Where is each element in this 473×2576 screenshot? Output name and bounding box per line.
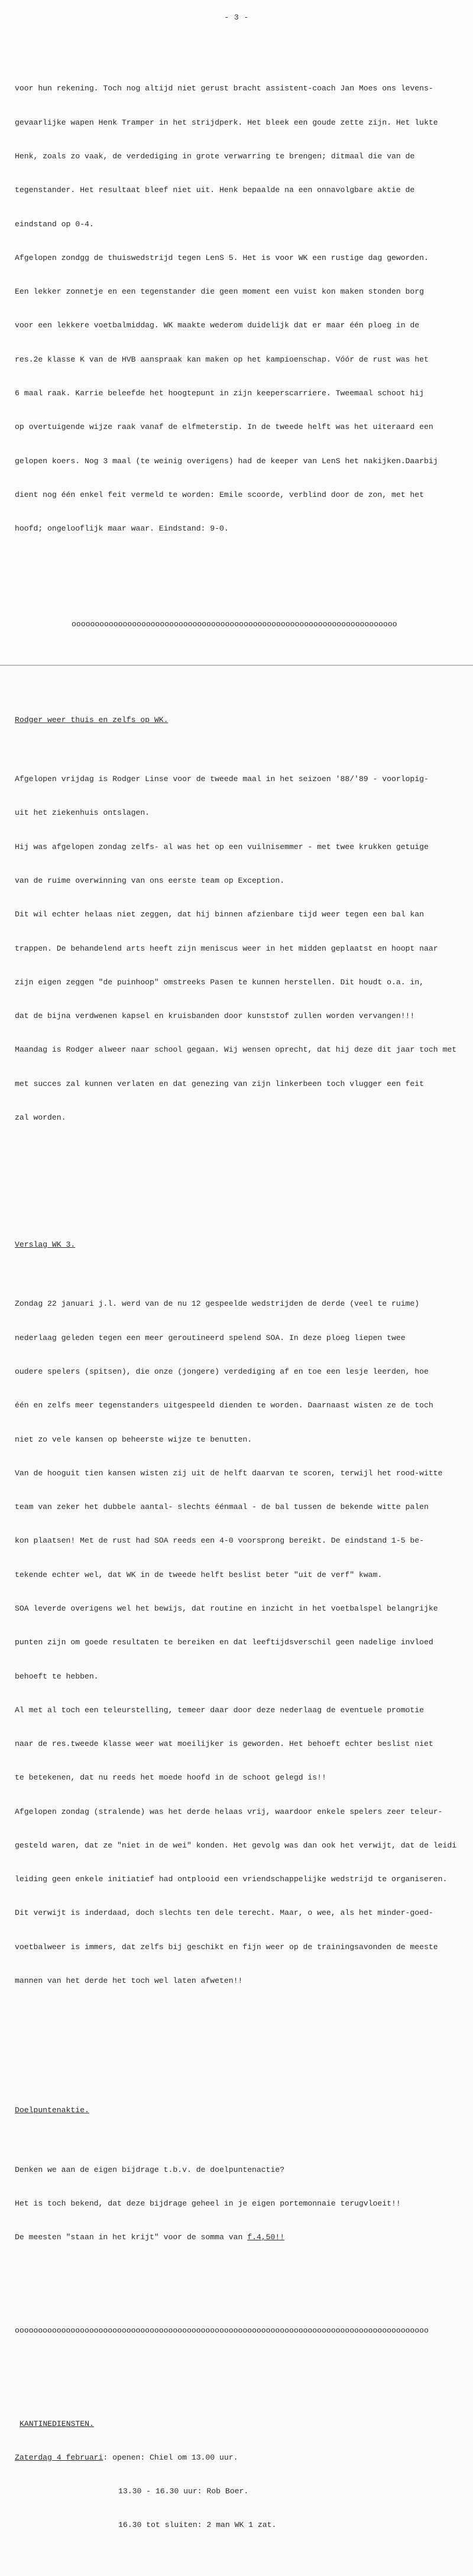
text-line: Van de hooguit tien kansen wisten zij uit de helft daarvan te scoren, terwijl het rood-witte [15, 1468, 443, 1478]
text-line: Dit wil echter helaas niet zeggen, dat hij binnen afzienbare tijd weer tegen een bal kan [15, 910, 425, 919]
section-heading: Rodger weer thuis en zelfs op WK. [15, 715, 169, 724]
text-line: res.2e klasse K van de HVB aanspraak kan maken op het kampioenschap. Vóór de rust was het [15, 354, 429, 364]
section-kantine [15, 2395, 470, 2553]
spacer [15, 1273, 470, 1276]
section-verslag [15, 1217, 470, 2009]
text-line: uit het ziekenhuis ontslagen. [15, 808, 150, 818]
section-heading: Doelpuntenaktie. [15, 2106, 89, 2115]
schedule-date: Zaterdag 4 februari [15, 2453, 103, 2462]
schedule-line: 13.30 - 16.30 uur: Rob Boer. [118, 2487, 249, 2496]
text-line: tegenstander. Het resultaat bleef niet uit. Henk bepaalde na een onnavolgbare aktie de [15, 186, 415, 195]
text-line: dient nog één enkel feit vermeld te worden: Emile scoorde, verblind door de zon, met het [15, 490, 425, 499]
text-line: op overtuigende wijze raak vanaf de elfmeterstip. In de tweede helft was het uiteraard een [15, 422, 433, 432]
text-line: dat de bijna verdwenen kapsel en kruisbanden door kunststof zullen worden vervangen!!! [15, 1011, 415, 1021]
text-line: Afgelopen zondag (stralende) was het derde helaas vrij, waardoor enkele spelers zeer teleur- [15, 1807, 443, 1816]
amount-value: f.4,50!! [247, 2233, 285, 2242]
text-line: Zondag 22 januari j.l. werd van de nu 12 gespeelde wedstrijden de derde (veel te ruime) [15, 1299, 420, 1309]
separator-line: ooooooooooooooooooooooooooooooooooooooooooooooooooooooooooooooooooooooooooooooooooooooooo [15, 2325, 429, 2335]
text-line: te betekenen, dat nu reeds het moede hoofd in de schoot gelegd is!! [15, 1773, 326, 1783]
text-line: Dit verwijt is inderdaad, doch slechts ten dele terecht. Maar, o wee, als het minder-goed- [15, 1908, 433, 1918]
text-line: Henk, zoals zo vaak, de verdediging in grote verwarring te brengen; ditmaal die van de [15, 152, 415, 161]
text-line: Maandag is Rodger alweer naar school gegaan. Wij wensen oprecht, dat hij deze dit jaar toch met [15, 1045, 457, 1055]
schedule-entry: : openen: Chiel om 13.00 uur. [103, 2453, 238, 2462]
text-line: punten zijn om goede resultaten te bereiken en dat leeftijdsverschil geen nadelige invloed [15, 1638, 433, 1647]
text-line: Het is toch bekend, dat deze bijdrage geheel in je eigen portemonnaie terugvloeit!! [15, 2198, 401, 2208]
text-line: Afgelopen vrijdag is Rodger Linse voor de tweede maal in het seizoen '88/'89 - voorlopig- [15, 775, 429, 784]
page-edge [0, 665, 473, 666]
text-line: voor hun rekening. Toch nog altijd niet gerust bracht assistent-coach Jan Moes ons levens- [15, 84, 433, 93]
text-line: behoeft te hebben. [15, 1671, 99, 1681]
text-line: trappen. De behandelend arts heeft zijn meniscus weer in het midden geplaatst en hoopt naar [15, 944, 438, 953]
spacer [15, 652, 470, 658]
text-line: Een lekker zonnetje en een tegenstander die geen moment een vuist kon maken stonden borg [15, 287, 425, 297]
text-line: zal worden. [15, 1113, 66, 1122]
section-rodger [15, 691, 470, 1146]
text-line: eindstand op 0-4. [15, 219, 94, 229]
text-line: mannen van het derde het toch wel laten afweten!! [15, 1976, 243, 1986]
spacer [15, 2138, 470, 2141]
spacer [15, 748, 470, 751]
text-line: 6 maal raak. Karrie beleefde het hoogtepunt in zijn keeperscarriere. Tweemaal schoot hij [15, 389, 425, 398]
text-line [15, 2232, 470, 2243]
spacer [15, 2043, 470, 2048]
separator-line: oooooooooooooooooooooooooooooooooooooooooooooooooooooooooooooooooooooo [72, 619, 397, 629]
text-line: van de ruime overwinning van ons eerste team op Exception. [15, 876, 285, 885]
text-line: tekende echter wel, dat WK in de tweede helft beslist beter "uit de verf" kwam. [15, 1570, 383, 1579]
text-line: gesteld waren, dat ze "niet in de wei" konden. Het gevolg was dan ook het verwijt, dat de leidi [15, 1840, 457, 1850]
text-line: gelopen koers. Nog 3 maal (te weinig overigens) had de keeper van LenS het nakijken.Daarbij [15, 456, 438, 466]
spacer [15, 591, 470, 596]
text-line: SOA leverde overigens wel het bewijs, dat routine en inzicht in het voetbalspel belangrijke [15, 1604, 438, 1613]
page-number: - 3 - [224, 13, 249, 22]
text-line: hoofd; ongelooflijk maar waar. Eindstand: 9-0. [15, 524, 229, 534]
section-heading: KANTINEDIENSTEN. [20, 2419, 94, 2428]
text-line: niet zo vele kansen op beheerste wijze te benutten. [15, 1435, 252, 1444]
spacer [15, 2299, 470, 2302]
text-line: nederlaag geleden tegen een meer geroutineerd spelend SOA. In deze ploeg liepen twee [15, 1333, 406, 1342]
text-line: oudere spelers (spitsen), die onze (jongere) verdediging af en toe een lesje leerden, hoe [15, 1367, 429, 1376]
amount-prefix: De meesten "staan in het krijt" voor de somma van [15, 2233, 248, 2242]
text-line: voetbalweer is immers, dat zelfs bij geschikt en fijn weer op de trainingsavonden de meeste [15, 1942, 438, 1951]
schedule-line [15, 2452, 470, 2463]
spacer [15, 1179, 470, 1182]
section-heading: Verslag WK 3. [15, 1240, 76, 1249]
text-line: Al met al toch een teleurstelling, temeer daar door deze nederlaag de eventuele promotie [15, 1705, 425, 1715]
text-line: naar de res.tweede klasse weer wat moeilijker is geworden. Het behoeft echter beslist niet [15, 1739, 433, 1749]
schedule-line: 16.30 tot sluiten: 2 man WK 1 zat. [118, 2520, 277, 2530]
text-line: één en zelfs meer tegenstanders uitgespeeld dienden te worden. Daarnaast wisten ze de toch [15, 1401, 433, 1410]
spacer [15, 2359, 470, 2362]
text-line: kon plaatsen! Met de rust had SOA reeds een 4-0 voorsprong bereikt. De eindstand 1-5 be- [15, 1536, 425, 1546]
text-line: Denken we aan de eigen bijdrage t.b.v. de doelpuntenactie? [15, 2165, 285, 2174]
document-body [15, 27, 470, 2576]
text-line: zijn eigen zeggen "de puinhoop" omstreeks Pasen te kunnen herstellen. Dit houdt o.a. in, [15, 977, 425, 987]
text-line: gevaarlijke wapen Henk Tramper in het strijdperk. Het bleek een goude zette zijn. Het lukte [15, 118, 438, 127]
text-line: team van zeker het dubbele aantal- slechts éénmaal - de bal tussen de bekende witte palen [15, 1502, 429, 1512]
text-line: voor een lekkere voetbalmiddag. WK maakte wederom duidelijk dat er maar één ploeg in de [15, 321, 420, 330]
text-line: met succes zal kunnen verlaten en dat genezing van zijn linkerbeen toch vlugger een feit [15, 1079, 425, 1088]
section-intro [15, 60, 470, 557]
text-line: Hij was afgelopen zondag zelfs- al was het op een vuilnisemmer - met twee krukken getuige [15, 842, 429, 851]
text-line: leiding geen enkele initiatief had ontplooid een vriendschappelijke wedstrijd te organiseren. [15, 1875, 448, 1884]
text-line: Afgelopen zondgg de thuiswedstrijd tegen LenS 5. Het is voor WK een rustige dag geworden. [15, 253, 429, 262]
section-doelpunten [15, 2082, 470, 2266]
